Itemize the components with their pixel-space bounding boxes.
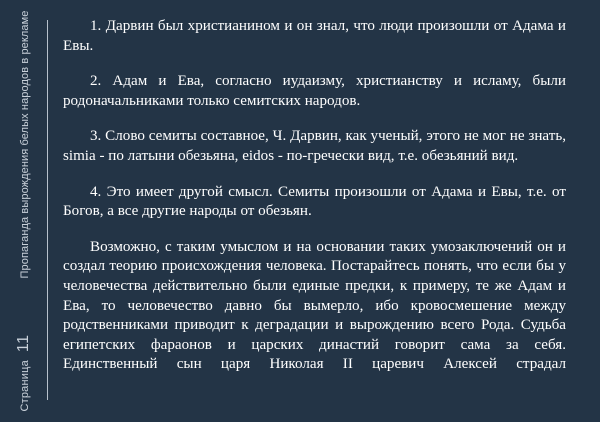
body-text <box>63 17 566 375</box>
paragraph-4: 4. Это имеет другой смысл. Семиты произошли от Адама и Евы, т.е. от Богов, а все другие народы от обезьян. <box>63 183 566 220</box>
paragraph-3: 3. Слово семиты составное, Ч. Дарвин, как ученый, этого не мог не знать, simia - по латыни обезьяна, eidos - по-гречески вид, т.е. обезьяний вид. <box>63 128 566 164</box>
sidebar-divider <box>47 20 48 400</box>
paragraph-1: 1. Дарвин был христианином и он знал, что люди произошли от Адама и Евы. <box>63 18 566 54</box>
page-sidebar <box>0 0 48 422</box>
chapter-title: Пропаганда вырождения белых народов в рекламе <box>19 10 31 279</box>
paragraph-5: Возможно, с таким умыслом и на основании таких умозаключений он и создал теорию происхождения человека. Постарайтесь понять, что если бы у человечества действительно были единые предки, к примеру, те же Адам и Ева, то человечество давно бы вымерло, ибо кровосмешение между родственниками приводит к деградации и вырождению всего Рода. Судьба египетских фараонов и царских династий говорит сама за себя. Единственный сын царя Николая II царевич Алексей страдал <box>63 238 566 373</box>
page-number: 11 <box>15 334 32 353</box>
page-label: Страница <box>19 360 31 412</box>
paragraph-2: 2. Адам и Ева, согласно иудаизму, христианству и исламу, были родоначальниками только семитских народов. <box>63 73 566 109</box>
sidebar-caption <box>15 10 33 411</box>
